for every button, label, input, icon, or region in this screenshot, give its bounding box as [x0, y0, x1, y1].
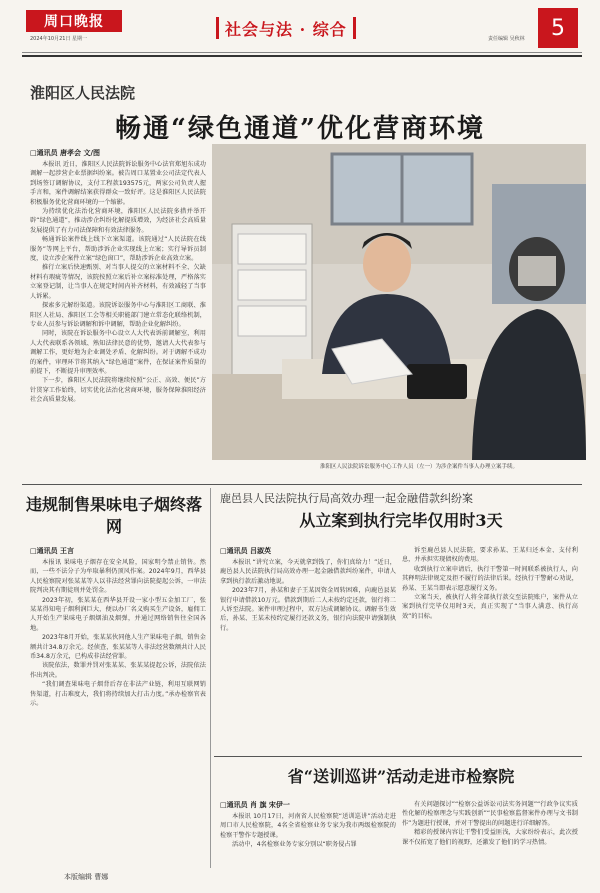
paragraph: 畅通诉讼案件线上线下立案渠道。该院通过“人民法院在线服务”等网上平台，帮助涉诉企业实现线上立案；实行导诉员制度，设立涉企案件立案“绿色窗口”，帮助涉诉企业高效立案。	[30, 236, 206, 263]
section-rule	[214, 756, 582, 757]
page-number: 5	[538, 8, 578, 48]
article2-body	[30, 558, 206, 858]
paragraph: 收到执行立案申请后，执行干警第一时间联系被执行人，向其释明法律规定及拒不履行的法律后果。经执行干警耐心劝说，孙某、王某当即表示愿意履行义务。	[402, 565, 578, 592]
section-divider-right	[353, 17, 356, 39]
article3-column2	[402, 546, 578, 750]
paragraph: 有关问题探讨”“检察公益诉讼司法实务问题”“行政争议实质性化解的检察理念与实践创新”“民事检察监督案件办理与文书制作”为题进行授课，并对干警提出的问题进行详细解答。	[402, 801, 578, 827]
article1-headline: 畅通“绿色通道”优化营商环境	[115, 114, 485, 144]
article4-byline: □通讯员 肖 旗 宋伊一	[220, 801, 290, 809]
article3-headline: 从立案到执行完毕仅用时3天	[299, 511, 503, 530]
paragraph: 推行立案后快速甄别、对当事人提交的立案材料不全、欠缺材料有瑕疵等情况，该院按照立案后补立案标准处理，严格落实立案登记制，让当事人在规定时间内补齐材料，有效减轻了当事人诉累。	[30, 264, 206, 300]
paragraph: 2023年7月，孙某和妻子王某因资金周转困难，向鹿邑县某银行申请借款10万元。借款到期后二人未按约定还款，银行将二人诉至法院。案件审理过程中，双方达成调解协议。调解书生效后，孙某、王某未按约定履行还款义务，银行向法院申请强制执行。	[220, 587, 396, 632]
paragraph: “我们调查果味电子烟背后存在非法产业链，利用互联网销售渠道，打击难度大，我们将持续加大打击力度。”承办检察官表示。	[30, 681, 206, 708]
article1-byline: □通讯员 唐孝会 文/图	[30, 149, 101, 157]
paragraph: 本报讯 近日，淮阳区人民法院诉讼服务中心法官郑旭东成功调解一起涉营企业票据纠纷案。被告周口某置业公司法定代表人到场签订调解协议，支付工程款193575元，两家公司负责人握手言和，案件调解结案获得群众一致好评。这是淮阳区人民法院积极服务优化营商环境的一个缩影。	[30, 161, 206, 206]
article1-kicker: 淮阳区人民法院	[30, 84, 136, 102]
article4-column1	[220, 812, 396, 868]
masthead-rule	[22, 52, 582, 53]
paragraph: 探索多元解纷渠道。该院诉讼服务中心与淮阳区工商联、淮阳区人社局、淮阳区工会等相关职能部门建立常态化联络机制，专业人员参与诉讼调解和诉中调解，帮助企业化解纠纷。	[30, 302, 206, 328]
article3-byline: □通讯员 吕淑英	[220, 547, 272, 555]
photo-illustration	[212, 144, 586, 460]
paragraph: 同时，该院在诉讼服务中心设立人大代表诉前调解室，利用人大代表联系各领域、熟知法律民意的优势，邀请人大代表参与调解工作，更好地为企业调处矛盾、化解纠纷。对于调解不成功的案件，审理环节将其纳入“绿色通道”案件，在保证案件质量的前提下，不断提升审理效率。	[30, 330, 206, 375]
responsible-editor: 责任编辑 吴秋林	[488, 36, 525, 42]
newspaper-logo: 周口晚报	[26, 10, 122, 32]
paragraph: 活动中，4名检察业务专家分别以“职务侵占罪	[232, 841, 357, 849]
section-rule	[22, 484, 582, 485]
paragraph: 精彩的授课内容让干警们受益匪浅，大家纷纷表示，此次授课不仅拓宽了他们的视野，还激发了他们的学习热情。	[402, 829, 578, 846]
paragraph: 2023年初，张某某在西华县开设一家小型五金加工厂，张某某得知电子烟利润巨大，便以办厂名义购买生产设备，雇佣工人开始生产果味电子烟烟油及烟弹，并通过网络销售往全国各地。	[30, 596, 206, 632]
section-title: 社会与法 · 综合	[225, 19, 347, 39]
paragraph: 本报讯 果味电子烟存在安全风险，国家明令禁止销售。然而，一些不法分子为牟取暴利仍顶风作案。2024年9月，西华县人民检察院对张某某等人以非法经营罪向法院提起公诉，一审法院判决其有期徒刑并处罚金。	[30, 559, 206, 595]
paragraph: 为持续优化法治化营商环境，淮阳区人民法院多措并举开辟“绿色通道”，推动涉企纠纷化解提质增效，为经济社会高质量发展提供了有力司法保障和有效法律服务。	[30, 208, 206, 234]
paragraph: 下一步，淮阳区人民法院将继续按照“公正、高效、便民”方针贯穿工作始终，切实优化法治化营商环境，服务保障淮阳经济社会高质量发展。	[30, 377, 206, 404]
article3-kicker: 鹿邑县人民法院执行局高效办理一起金融借款纠纷案	[220, 492, 473, 505]
paragraph: 2023年8月开始，张某某伙同他人生产果味电子烟，销售金额共计34.8万余元。经侦查，张某某等人非法经营数额共计人民币34.8万余元，已构成非法经营罪。	[30, 634, 206, 661]
news-photo	[212, 144, 586, 460]
article3-column1	[220, 558, 396, 750]
page-footer: 本版编辑 曹娜	[64, 873, 109, 881]
masthead-rule-thick	[22, 55, 582, 57]
column-rule	[210, 488, 211, 868]
article4-column2	[402, 800, 578, 868]
paragraph: 诉至鹿邑县人民法院，要求孙某、王某归还本金、支付利息，并承担实现债权的费用。	[402, 547, 578, 564]
article2-byline: □通讯员 王言	[30, 547, 75, 555]
paragraph: 立案当天，被执行人将全部执行款交至法院账户，案件从立案到执行完毕仅用时3天，真正实现了“当事人满意、执行高效”的目标。	[402, 594, 578, 620]
issue-date: 2024年10月21日 星期一	[30, 36, 88, 42]
section-header	[210, 14, 390, 42]
article4-headline: 省“送训巡讲”活动走进市检察院	[287, 767, 515, 786]
paragraph: 该院依法，数罪并罚对张某某、张某某提起公诉，法院依法作出判决。	[30, 662, 206, 679]
section-divider-left	[216, 17, 219, 39]
article2-headline: 违规制售果味电子烟终落网	[25, 495, 202, 536]
article1-body	[30, 160, 206, 478]
paragraph: 本报讯 10月17日，河南省人民检察院“送训巡讲”活动走进周口市人民检察院，4名全省检察业务专家为我市两级检察院的检察干警作专题授课。	[220, 813, 396, 839]
photo-caption: 淮阳区人民法院诉讼服务中心工作人员（左一）为涉企案件当事人办理立案手续。	[320, 464, 519, 470]
paragraph: 本报讯 “讲究立案，今天就拿到钱了，你们真给力！”近日，鹿邑县人民法院执行局高效办理一起金融借款纠纷案件，申请人拿到执行款后激动地说。	[220, 559, 396, 585]
